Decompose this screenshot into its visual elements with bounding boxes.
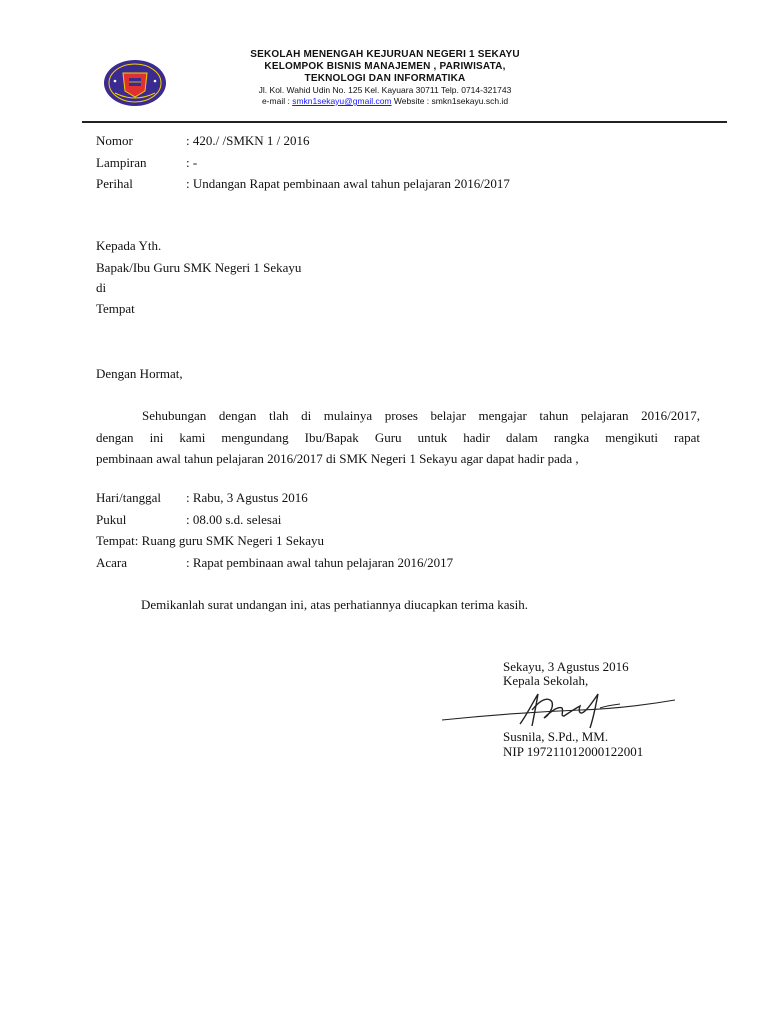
pukul-value: : 08.00 s.d. selesai [186, 512, 282, 527]
signer-position: Kepala Sekolah, [503, 673, 589, 688]
email-label: e-mail : [261, 96, 293, 106]
perihal-label: Perihal [96, 176, 133, 191]
school-name: SEKOLAH MENENGAH KEJURUAN NEGERI 1 SEKAYU [250, 49, 520, 60]
hari-label: Hari/tanggal [96, 490, 161, 505]
closing-text: Demikanlah surat undangan ini, atas perhatiannya diucapkan terima kasih. [141, 597, 528, 612]
letterhead [105, 49, 665, 107]
school-group-2: TEKNOLOGI DAN INFORMATIKA [304, 73, 466, 84]
lampiran-value: : - [186, 155, 198, 170]
letterhead-divider [82, 121, 727, 123]
nomor-value: : 420./ /SMKN 1 / 2016 [186, 133, 310, 148]
body-line-3: pembinaan awal tahun pelajaran 2016/2017 di SMK Negeri 1 Sekayu agar dapat hadir pada , [96, 451, 579, 466]
school-contact [105, 96, 665, 107]
perihal-value: : Undangan Rapat pembinaan awal tahun pelajaran 2016/2017 [186, 176, 510, 191]
website-text: Website : smkn1sekayu.sch.id [391, 96, 509, 106]
signer-nip: NIP 197211012000122001 [503, 744, 644, 759]
school-group: KELOMPOK BISNIS MANAJEMEN , PARIWISATA, [264, 61, 506, 72]
signer-name: Susnila, S.Pd., MM. [503, 729, 609, 744]
tempat-line: Tempat: Ruang guru SMK Negeri 1 Sekayu [96, 533, 324, 548]
acara-value: : Rapat pembinaan awal tahun pelajaran 2016/2017 [186, 555, 454, 570]
hari-value: : Rabu, 3 Agustus 2016 [186, 490, 308, 505]
body-line-1: Sehubungan dengan tlah di mulainya proses belajar mengajar tahun pelajaran 2016/2017, [142, 408, 700, 423]
acara-label: Acara [96, 555, 128, 570]
recipient-line-3: di [96, 280, 107, 295]
greeting: Dengan Hormat, [96, 366, 183, 381]
recipient-line-4: Tempat [96, 301, 135, 316]
recipient-line-2: Bapak/Ibu Guru SMK Negeri 1 Sekayu [96, 260, 302, 275]
pukul-label: Pukul [96, 512, 127, 527]
nomor-label: Nomor [96, 133, 133, 148]
email-link[interactable]: smkn1sekayu@gmail.com [292, 96, 392, 106]
body-line-2: dengan ini kami mengundang Ibu/Bapak Guru untuk hadir dalam rangka mengikuti rapat [96, 430, 700, 445]
place-date: Sekayu, 3 Agustus 2016 [503, 659, 629, 674]
school-address: Jl. Kol. Wahid Udin No. 125 Kel. Kayuara 30711 Telp. 0714-321743 [258, 85, 512, 95]
recipient-line-1: Kepada Yth. [96, 238, 162, 253]
lampiran-label: Lampiran [96, 155, 147, 170]
